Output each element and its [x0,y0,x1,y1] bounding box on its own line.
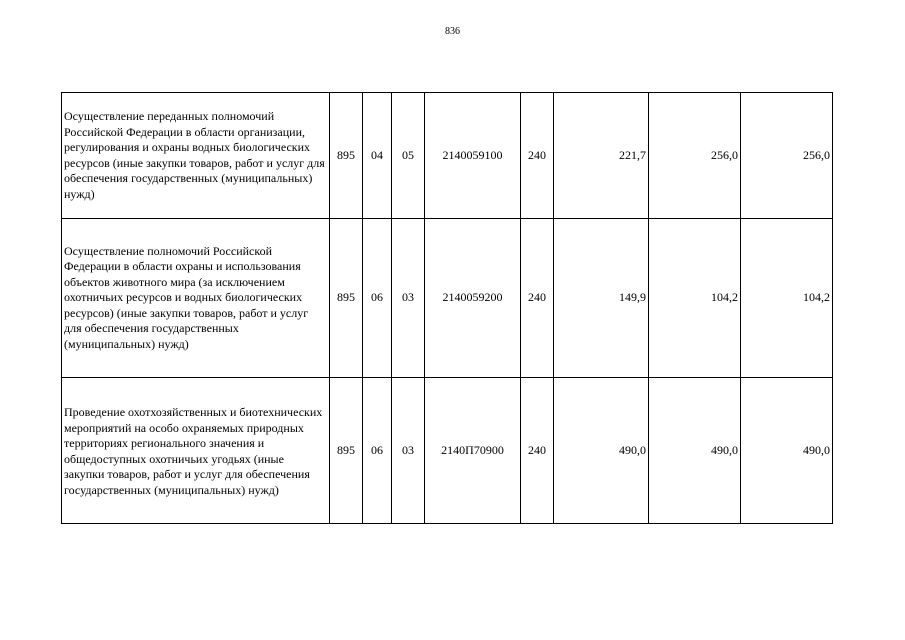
row-description: Осуществление переданных полномочий Российской Федерации в области организации, регулирования и охраны водных биологических ресурсов (иные закупки товаров, работ и услуг для обеспечения государственных (муниципальных) нужд) [62,93,330,219]
amount-2: 490,0 [649,378,741,524]
target-article-code: 2140П70900 [425,378,521,524]
expense-type-code: 240 [521,93,554,219]
subsection-code: 03 [392,219,425,378]
amount-1: 221,7 [554,93,649,219]
amount-1: 490,0 [554,378,649,524]
table-row [62,378,833,524]
amount-2: 104,2 [649,219,741,378]
budget-table [61,92,833,524]
section-code: 06 [363,219,392,378]
ministry-code: 895 [330,378,363,524]
section-code: 04 [363,93,392,219]
amount-3: 104,2 [741,219,833,378]
amount-3: 490,0 [741,378,833,524]
amount-1: 149,9 [554,219,649,378]
subsection-code: 03 [392,378,425,524]
row-description: Проведение охотхозяйственных и биотехнических мероприятий на особо охраняемых природных территориях регионального значения и общедоступных охотничьих угодьях (иные закупки товаров, работ и услуг для обеспечения государственных (муниципальных) нужд) [62,378,330,524]
amount-2: 256,0 [649,93,741,219]
ministry-code: 895 [330,219,363,378]
subsection-code: 05 [392,93,425,219]
table-row [62,93,833,219]
expense-type-code: 240 [521,219,554,378]
page-number: 836 [445,26,460,37]
expense-type-code: 240 [521,378,554,524]
section-code: 06 [363,378,392,524]
amount-3: 256,0 [741,93,833,219]
ministry-code: 895 [330,93,363,219]
row-description: Осуществление полномочий Российской Федерации в области охраны и использования объектов животного мира (за исключением охотничьих ресурсов и водных биологических ресурсов) (иные закупки товаров, работ и услуг для обеспечения государственных (муниципальных) нужд) [62,219,330,378]
target-article-code: 2140059200 [425,219,521,378]
target-article-code: 2140059100 [425,93,521,219]
table-row [62,219,833,378]
